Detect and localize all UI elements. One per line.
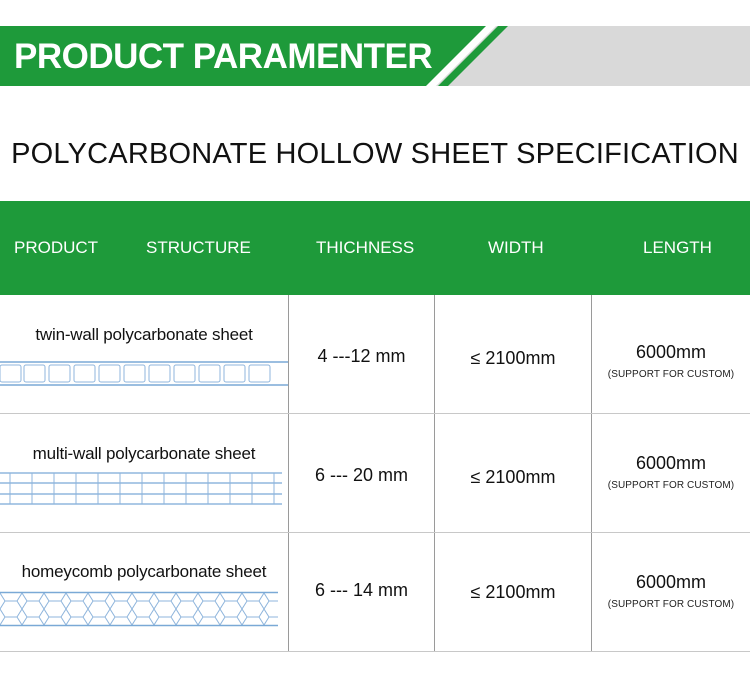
table-row xyxy=(0,533,750,652)
column-header-width: WIDTH xyxy=(488,238,544,257)
product-name: multi-wall polycarbonate sheet xyxy=(32,444,256,463)
width-value: ≤ 2100mm xyxy=(470,348,556,368)
honeycomb-cross-section-icon xyxy=(0,591,288,627)
table-row xyxy=(0,295,750,414)
twin-wall-cross-section-icon xyxy=(0,361,288,387)
width-value: ≤ 2100mm xyxy=(470,467,556,487)
column-header-product: PRODUCT xyxy=(14,238,99,257)
page-title: POLYCARBONATE HOLLOW SHEET SPECIFICATION xyxy=(11,138,739,170)
width-value: ≤ 2100mm xyxy=(470,582,556,602)
product-name: twin-wall polycarbonate sheet xyxy=(35,325,253,344)
length-cell xyxy=(592,453,750,491)
column-header-thickness: THICHNESS xyxy=(316,238,415,257)
length-cell xyxy=(592,342,750,380)
header-banner xyxy=(0,26,750,86)
column-header-length: LENGTH xyxy=(643,238,712,257)
length-value: 6000mm xyxy=(635,572,707,592)
thickness-value: 6 --- 14 mm xyxy=(314,580,408,600)
column-header-structure: STRUCTURE xyxy=(146,238,251,257)
table-header xyxy=(0,201,750,295)
table-row xyxy=(0,414,750,533)
multi-wall-cross-section-icon xyxy=(0,472,288,506)
length-note: (SUPPORT FOR CUSTOM) xyxy=(607,480,735,491)
thickness-value: 6 --- 20 mm xyxy=(314,465,408,485)
length-value: 6000mm xyxy=(635,342,707,362)
length-value: 6000mm xyxy=(635,453,707,473)
banner-title: PRODUCT PARAMENTER xyxy=(14,37,433,76)
thickness-value: 4 ---12 mm xyxy=(317,346,406,366)
product-name: homeycomb polycarbonate sheet xyxy=(21,562,267,581)
length-note: (SUPPORT FOR CUSTOM) xyxy=(607,599,735,610)
length-note: (SUPPORT FOR CUSTOM) xyxy=(607,369,735,380)
length-cell xyxy=(592,572,750,610)
